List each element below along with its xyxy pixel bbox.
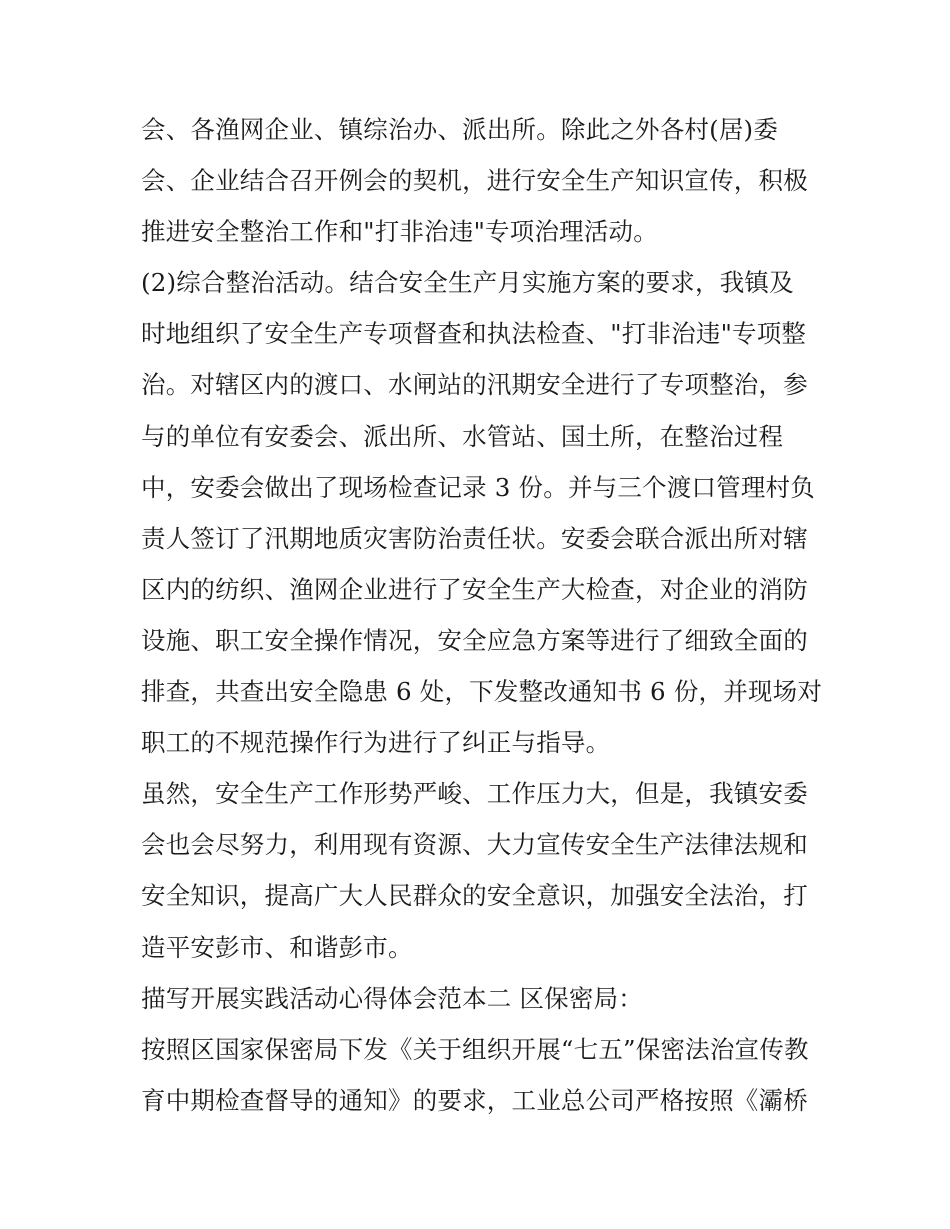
section-heading: 描写开展实践活动心得体会范本二 区保密局： bbox=[141, 983, 643, 1013]
text-line: 中，安委会做出了现场检查记录 3 份。并与三个渡口管理村负 bbox=[141, 472, 815, 502]
text-line: 安全知识，提高广大人民群众的安全意识，加强安全法治，打 bbox=[141, 881, 808, 911]
document-body bbox=[141, 108, 821, 1130]
text-line: 虽然，安全生产工作形势严峻、工作压力大，但是，我镇安委 bbox=[141, 779, 808, 809]
text-line: 设施、职工安全操作情况，安全应急方案等进行了细致全面的 bbox=[141, 625, 808, 655]
text-line: 会也会尽努力，利用现有资源、大力宣传安全生产法律法规和 bbox=[141, 830, 808, 860]
text-line: 治。对辖区内的渡口、水闸站的汛期安全进行了专项整治，参 bbox=[141, 370, 808, 400]
text-line: 推进安全整治工作和"打非治违"专项治理活动。 bbox=[141, 217, 658, 247]
text-line: 时地组织了安全生产专项督查和执法检查、"打非治违"专项整 bbox=[141, 319, 807, 349]
text-line: 育中期检查督导的通知》的要求，工业总公司严格按照《灞桥 bbox=[141, 1085, 808, 1115]
text-line: 会、各渔网企业、镇综治办、派出所。除此之外各村(居)委 bbox=[141, 115, 779, 144]
text-line: 按照区国家保密局下发《关于组织开展“七五”保密法治宣传教 bbox=[141, 1034, 809, 1064]
text-line: 排查，共查出安全隐患 6 处，下发整改通知书 6 份，并现场对 bbox=[141, 677, 823, 707]
text-line: 造平安彭市、和谐彭市。 bbox=[141, 932, 413, 962]
text-line: 会、企业结合召开例会的契机，进行安全生产知识宣传，积极 bbox=[141, 166, 808, 196]
text-line: 职工的不规范操作行为进行了纠正与指导。 bbox=[141, 728, 611, 758]
text-line: 责人签订了汛期地质灾害防治责任状。安委会联合派出所对辖 bbox=[141, 523, 808, 553]
text-line: 与的单位有安委会、派出所、水管站、国土所，在整治过程 bbox=[141, 421, 784, 451]
text-line: (2)综合整治活动。结合安全生产月实施方案的要求，我镇及 bbox=[141, 268, 794, 298]
text-line: 区内的纺织、渔网企业进行了安全生产大检查，对企业的消防 bbox=[141, 574, 808, 604]
